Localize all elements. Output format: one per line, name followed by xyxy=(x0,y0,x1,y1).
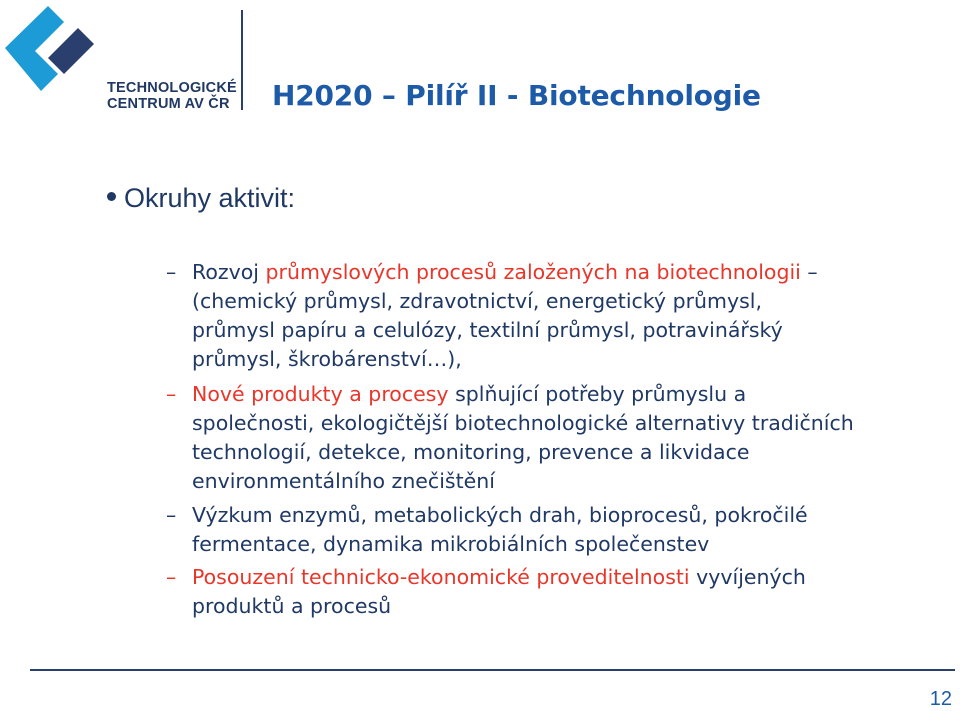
list-item-row: environmentálního znečištění xyxy=(192,469,495,493)
text-run: splňující potřeby průmyslu a xyxy=(448,382,747,406)
dash-marker: – xyxy=(166,382,177,406)
logo-text-line1: TECHNOLOGICKÉ xyxy=(107,80,237,96)
text-run: Rozvoj xyxy=(192,260,266,284)
slide-title: H2020 – Pilíř II - Biotechnologie xyxy=(272,79,761,112)
list-item-row: produktů a procesů xyxy=(192,594,392,618)
list-item-row: průmysl papíru a celulózy, textilní průmysl, potravinářský xyxy=(192,318,783,342)
text-run: vyvíjených xyxy=(689,565,806,589)
list-item-row xyxy=(166,563,806,592)
list-item-row: fermentace, dynamika mikrobiálních společenstev xyxy=(192,532,710,556)
list-item-row xyxy=(166,258,818,287)
list-item-row xyxy=(166,380,854,409)
logo-chevron-shape xyxy=(5,6,64,91)
footer-divider xyxy=(30,669,955,671)
dash-marker: – xyxy=(166,260,177,284)
highlighted-text: Posouzení technicko-ekonomické proveditelnosti xyxy=(192,565,690,589)
page-number: 12 xyxy=(929,688,952,710)
list-item-2 xyxy=(166,380,854,496)
highlighted-text: průmyslových procesů založených na biotechnologii xyxy=(265,260,801,284)
list-item-row: průmysl, škrobárenství…), xyxy=(192,347,462,371)
bullet-heading-text: Okruhy aktivit: xyxy=(124,183,296,213)
text-run: – xyxy=(800,260,818,284)
bullet-heading xyxy=(107,183,295,214)
list-item-3 xyxy=(166,501,808,559)
list-item-1 xyxy=(166,258,818,374)
dash-marker: – xyxy=(166,565,177,589)
logo-text xyxy=(107,80,237,112)
header-divider xyxy=(241,10,243,110)
list-item-row: Výzkum enzymů, metabolických drah, bioprocesů, pokročilé xyxy=(192,503,808,527)
list-item-4 xyxy=(166,563,806,621)
dash-marker: – xyxy=(166,503,177,527)
list-item-row: společnosti, ekologičtější biotechnologické alternativy tradičních xyxy=(192,411,854,435)
logo-square-shape xyxy=(48,28,94,74)
logo-text-line2: CENTRUM AV ČR xyxy=(107,96,230,112)
list-item-row: technologií, detekce, monitoring, prevence a likvidace xyxy=(192,440,750,464)
list-item-row: (chemický průmysl, zdravotnictví, energetický průmysl, xyxy=(192,289,763,313)
tc-logo-mark-icon xyxy=(0,0,110,120)
tc-logo xyxy=(0,0,240,120)
highlighted-text: Nové produkty a procesy xyxy=(192,382,449,406)
bullet-dot-icon xyxy=(107,192,116,201)
